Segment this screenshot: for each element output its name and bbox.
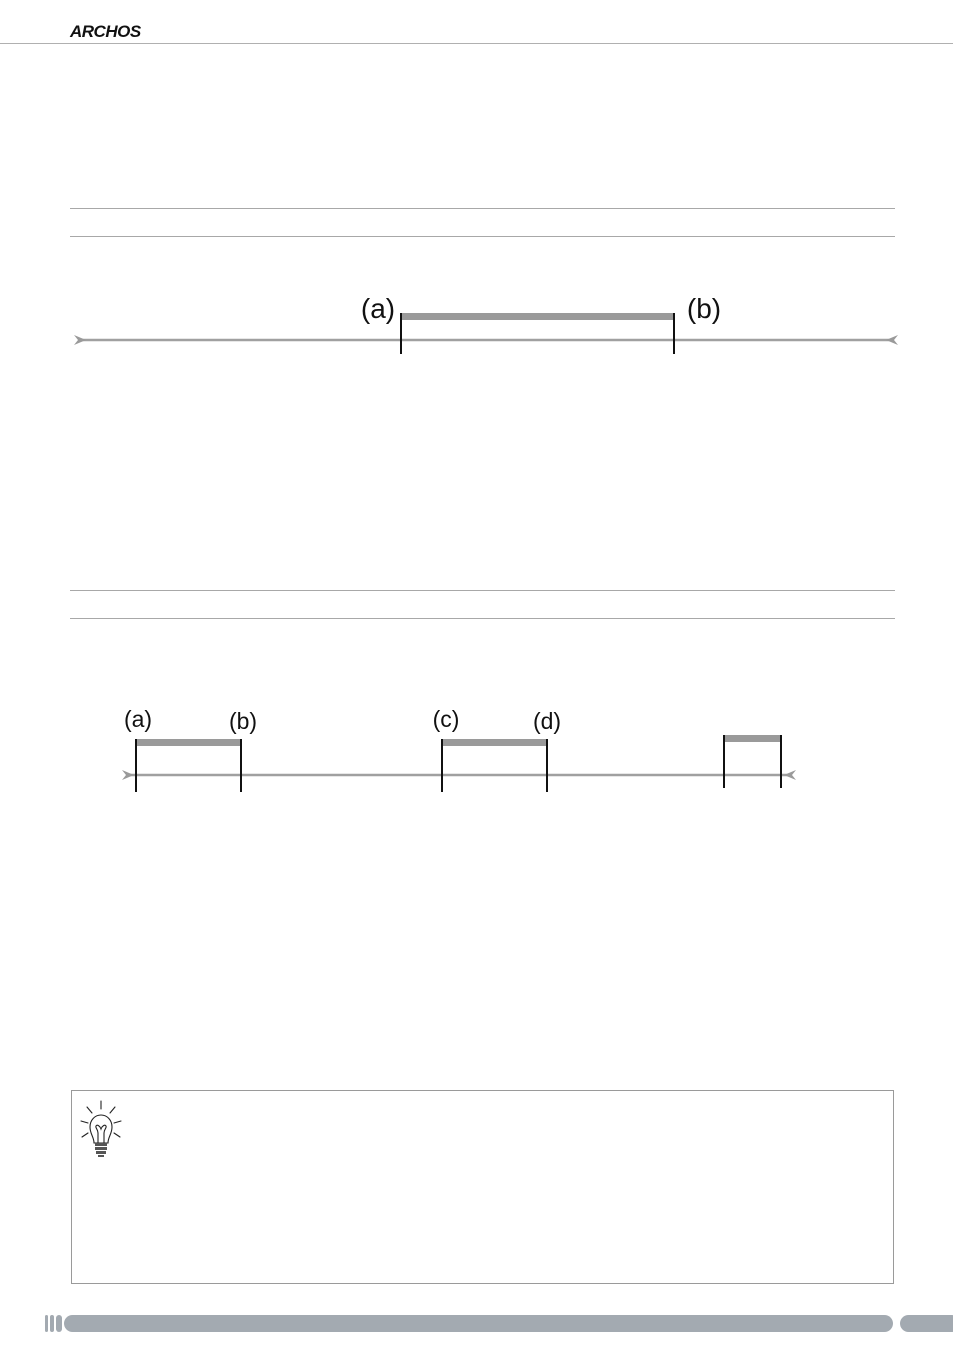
multi-segment-diagram — [0, 700, 953, 800]
timeline-end-arrow-icon — [886, 335, 898, 345]
header-divider — [0, 43, 953, 44]
segment-bar-2 — [442, 739, 548, 746]
label-a: (a) — [123, 706, 153, 732]
lightbulb-icon — [78, 1099, 128, 1163]
tip-box — [71, 1090, 894, 1284]
timeline-end-arrow-icon — [784, 770, 796, 780]
timeline-start-arrow-icon — [74, 335, 86, 345]
segment-bar-1 — [136, 739, 242, 746]
section-rule-bottom-1 — [70, 236, 895, 237]
segment-bar — [401, 313, 675, 320]
label-a: (a) — [360, 293, 396, 324]
section-rule-bottom-2 — [70, 618, 895, 619]
brand-logo: ARCHOS — [70, 22, 141, 41]
label-b: (b) — [686, 293, 722, 324]
section-rule-top-2 — [70, 590, 895, 591]
timeline-start-arrow-icon — [122, 770, 134, 780]
footer-bar — [0, 1312, 953, 1336]
section-rule-top-1 — [70, 208, 895, 209]
label-d: (d) — [532, 708, 562, 734]
label-c: (c) — [432, 706, 460, 732]
label-b: (b) — [228, 708, 258, 734]
ab-segment-diagram — [0, 280, 953, 370]
segment-bar-3 — [724, 735, 782, 742]
